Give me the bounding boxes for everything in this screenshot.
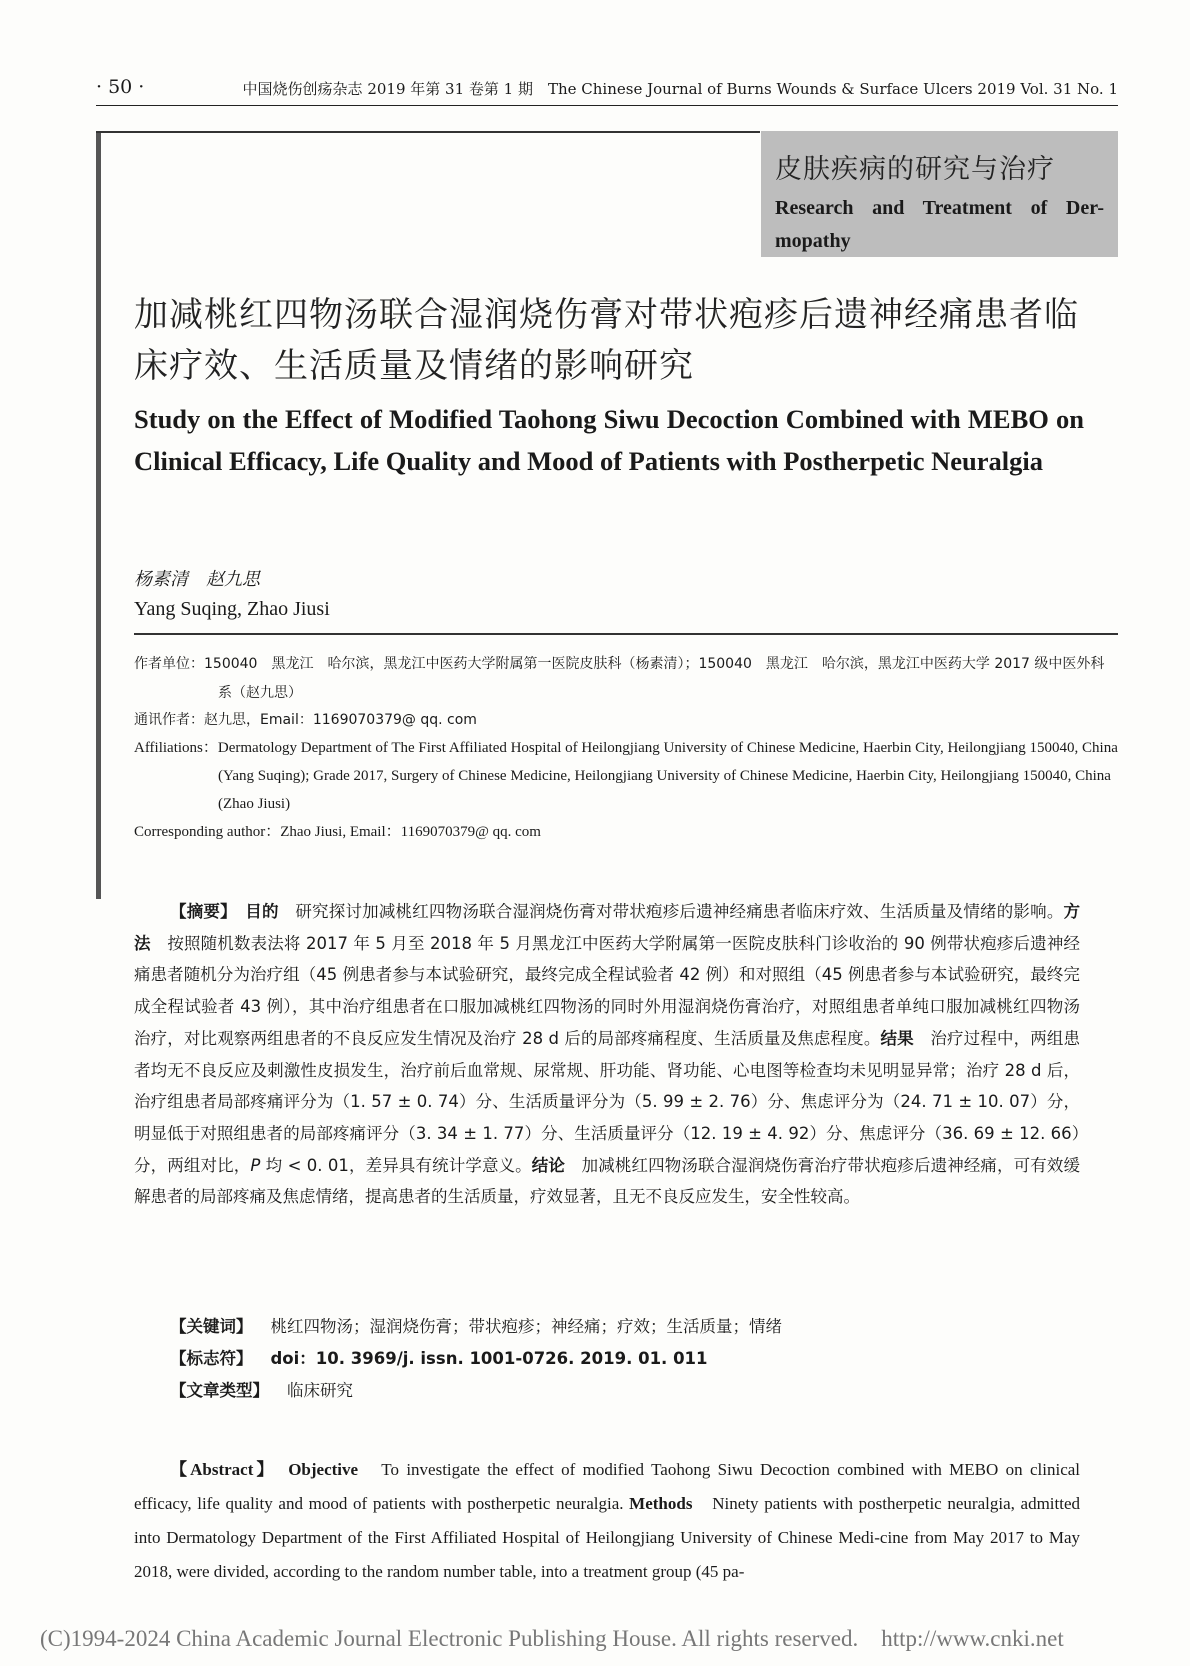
article-type-text: 临床研究 [287,1381,353,1400]
doi-label: 【标志符】 [170,1349,253,1368]
abstract-en-label: 【Abstract】 [170,1460,269,1479]
keywords [170,1313,782,1337]
results-text-cn: 治疗过程中，两组患者均无不良反应及刺激性皮损发生，治疗前后血常规、尿常规、肝功能、肾功能、心电图等检查均未见明显异常；治疗 28 d 后，治疗组患者局部疼痛评分为（1. 57 ± 0. 74）分、生活质量评分为（5. 99 ± 2. 76）分、焦虑评分为（24. 71 ± 10. 07）分，明显低于对照组患者的局部疼痛评分（3. 34 ± 1. 77）分、生活质量评分（12. 19 ± 4. 92）分、焦虑评分（36. 69 ± 12. 66）分，两组对比， [134,1028,1081,1175]
corresponding-en-label: Corresponding author： [134,824,281,840]
affiliation-en-label: Affiliations： [134,740,218,756]
results-label-cn: 结果 [880,1028,914,1048]
authors-en: Yang Suqing, Zhao Jiusi [134,598,330,620]
affiliation-cn [134,650,1118,708]
affiliation-cn-label: 作者单位： [134,656,204,672]
doi [170,1345,708,1369]
results-text-cn-end: 均 < 0. 01，差异具有统计学意义。 [265,1155,532,1175]
conclusion-label-cn: 结论 [531,1155,566,1175]
objective-text-cn: 研究探讨加减桃红四物汤联合湿润烧伤膏对带状疱疹后遗神经痛患者临床疗效、生活质量及情绪的影响。 [295,902,1064,921]
keywords-label: 【关键词】 [170,1317,253,1336]
authors-cn: 杨素清 赵九思 [134,569,260,590]
methods-label-cn: 方法 [134,902,1081,953]
abstract-cn [134,896,1080,1213]
article-title-en: Study on the Effect of Modified Taohong Siwu Decoction Combined with MEBO on Clinical Efficacy, Life Quality and Mood of Patients with Postherpetic Neuralgia [134,404,1084,476]
objective-label-cn: 目的 [245,902,279,921]
column-heading-cn: 皮肤疾病的研究与治疗 [775,154,1055,185]
copyright-footer: (C)1994-2024 China Academic Journal Electronic Publishing House. All rights reserved. http://www.cnki.net [40,1626,1064,1651]
author-rule [134,633,1118,635]
running-header [96,74,1118,106]
corresponding-author-en [134,818,1118,846]
column-heading-en: Research and Treatment of Der-mopathy [775,197,1104,252]
affiliation-cn-text: 150040 黑龙江 哈尔滨，黑龙江中医药大学附属第一医院皮肤科（杨素清）；150040 黑龙江 哈尔滨，黑龙江中医药大学 2017 级中医外科系（赵九思） [204,656,1105,701]
corresponding-cn-text: 赵九思，Email：1169070379@ qq. com [204,712,477,728]
p-value-symbol: P [250,1155,261,1175]
affiliation-en [134,734,1118,818]
objective-text-en: To investigate the effect of modified Taohong Siwu Decoction combined with MEBO on clinical efficacy, life quality and mood of patients with postherpetic neuralgia. [134,1460,1081,1513]
conclusion-text-cn: 加减桃红四物汤联合湿润烧伤膏治疗带状疱疹后遗神经痛，可有效缓解患者的局部疼痛及焦虑情绪，提高患者的生活质量，疗效显著，且无不良反应发生，安全性较高。 [134,1155,1081,1207]
article-type [170,1377,353,1401]
corresponding-author-cn [134,706,1118,735]
doi-text: doi：10. 3969/j. issn. 1001-0726. 2019. 01. 011 [270,1349,708,1368]
page-number: · 50 · [96,76,145,98]
abstract-en [134,1453,1080,1589]
objective-label-en: Objective [288,1460,359,1479]
affiliation-en-text: Dermatology Department of The First Affiliated Hospital of Heilongjiang University of Chinese Medicine, Haerbin City, Heilongjiang 150040, China (Yang Suqing); Grade 2017, Surgery of Chinese Medicine, Heilongjiang University of Chinese Medicine, Haerbin City, Heilongjiang 150040, China (Zhao Jiusi) [217,740,1118,812]
methods-text-en: Ninety patients with postherpetic neuralgia, admitted into Dermatology Department of the First Affiliated Hospital of Heilongjiang University of Chinese Medi-cine from May 2017 to May 2018, were divided, according to the random number table, into a treatment group (45 pa- [134,1494,1081,1581]
top-rule [96,131,760,133]
keywords-text: 桃红四物汤；湿润烧伤膏；带状疱疹；神经痛；疗效；生活质量；情绪 [270,1317,782,1336]
abstract-cn-label: 【摘要】 [170,902,229,921]
column-heading-box [761,131,1118,257]
left-decorative-bar [96,131,101,899]
journal-citation: 中国烧伤创疡杂志 2019 年第 31 卷第 1 期 The Chinese Journal of Burns Wounds & Surface Ulcers 2019 Vol. 31 No. 1 [242,80,1118,98]
article-title-cn: 加减桃红四物汤联合湿润烧伤膏对带状疱疹后遗神经痛患者临床疗效、生活质量及情绪的影响研究 [134,295,1079,386]
corresponding-cn-label: 通讯作者： [134,712,204,728]
corresponding-en-text: Zhao Jiusi, Email：1169070379@ qq. com [280,824,541,840]
methods-label-en: Methods [629,1494,693,1513]
methods-text-cn: 按照随机数表法将 2017 年 5 月至 2018 年 5 月黑龙江中医药大学附属第一医院皮肤科门诊收治的 90 例带状疱疹后遗神经痛患者随机分为治疗组（45 例患者参与本试验研究，最终完成全程试验者 42 例）和对照组（45 例患者参与本试验研究，最终完成全程试验者 43 例），其中治疗组患者在口服加减桃红四物汤的同时外用湿润烧伤膏治疗，对照组患者单纯口服加减桃红四物汤治疗，对比观察两组患者的不良反应发生情况及治疗 28 d 后的局部疼痛程度、生活质量及焦虑程度。 [134,933,1080,1048]
article-type-label: 【文章类型】 [170,1381,269,1400]
